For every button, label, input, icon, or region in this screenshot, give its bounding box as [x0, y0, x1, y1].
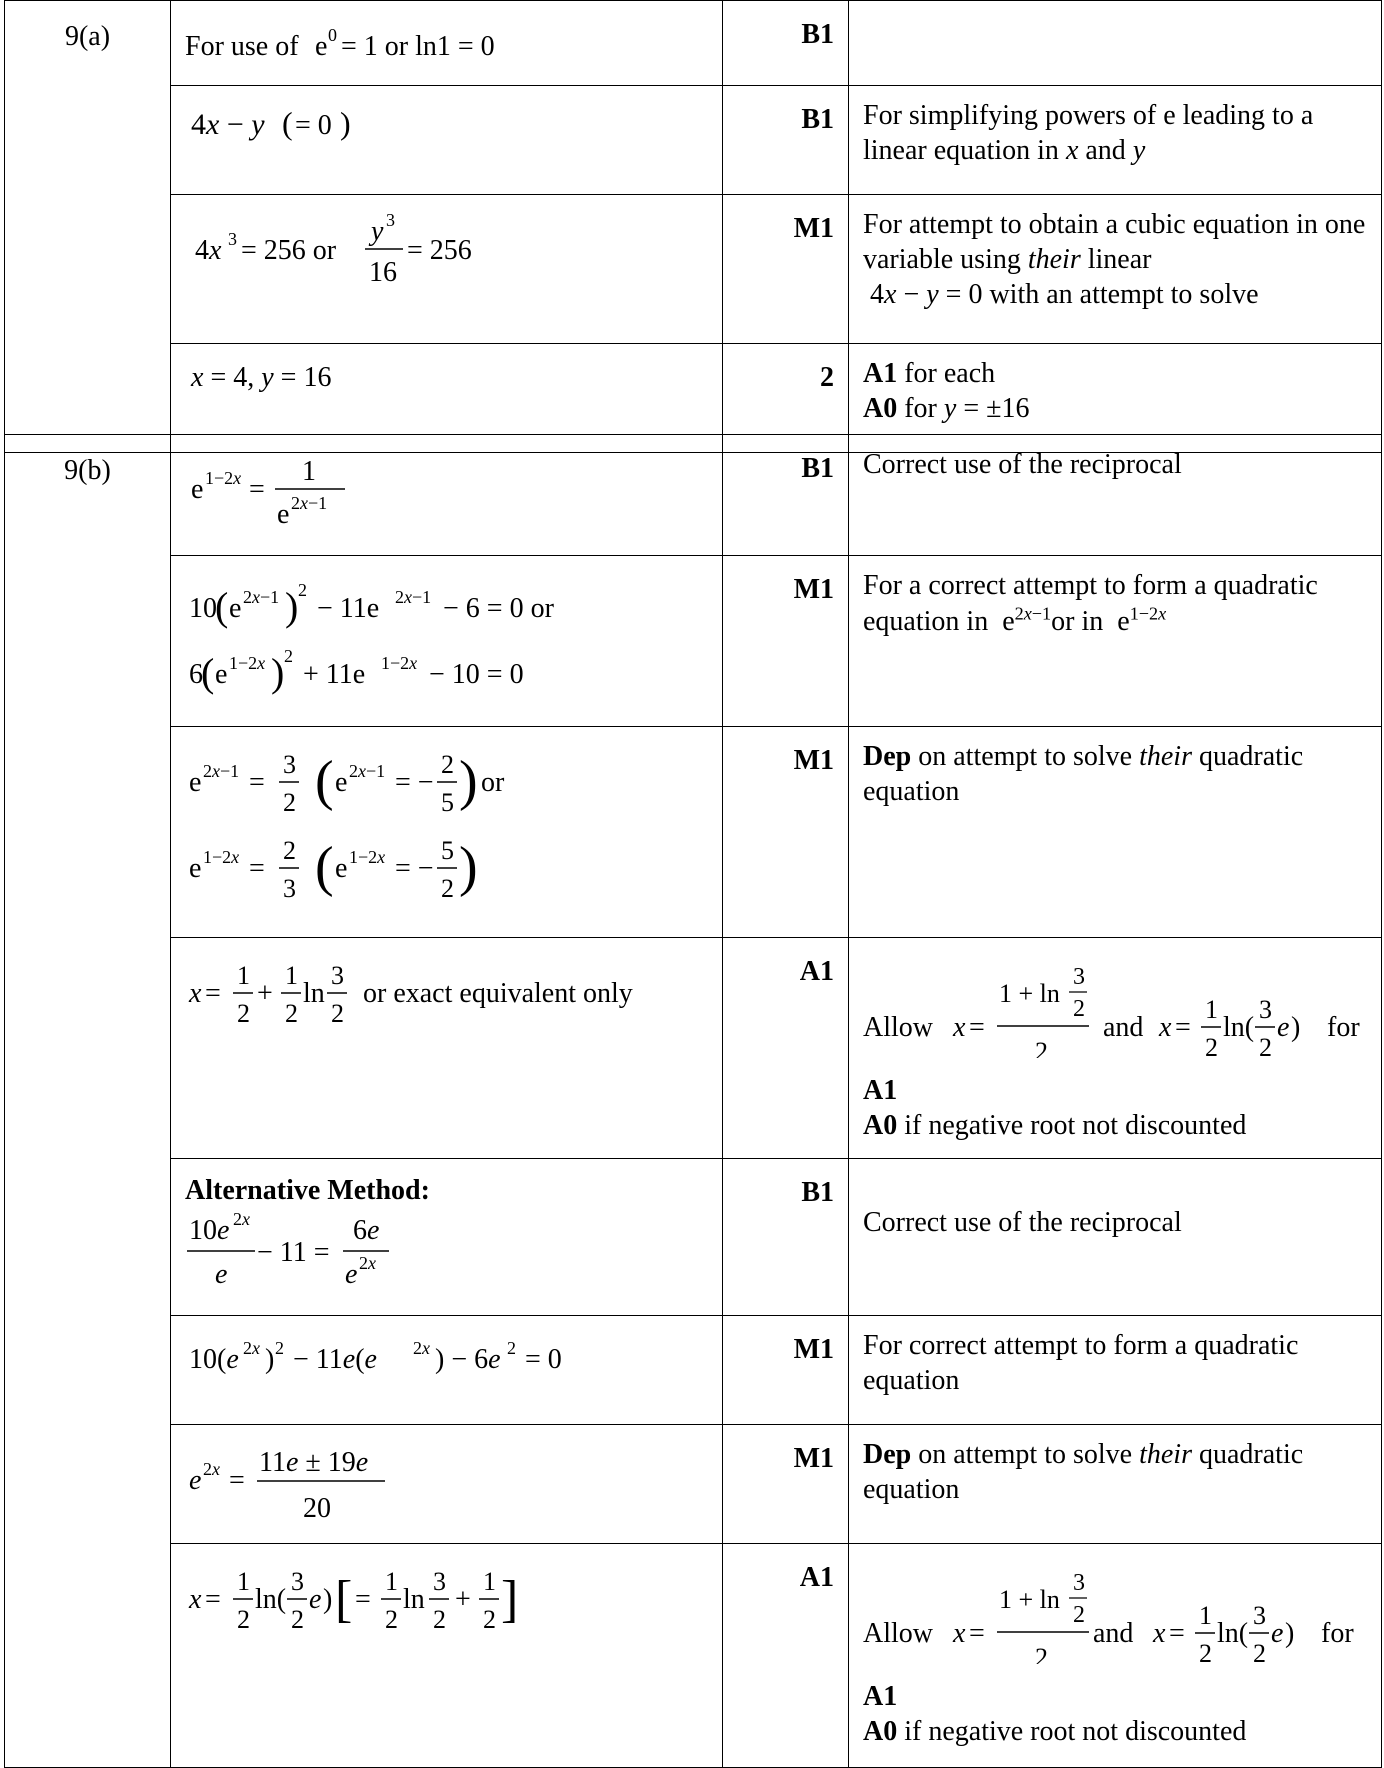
svg-text:or: or — [481, 767, 505, 798]
svg-text:2: 2 — [284, 646, 293, 666]
svg-text:1: 1 — [483, 1567, 496, 1596]
equation — [185, 195, 725, 335]
working-cell — [171, 727, 723, 938]
svg-text:= 256 or: = 256 or — [241, 235, 337, 266]
svg-text:2: 2 — [275, 1338, 284, 1358]
explanation — [849, 1544, 1382, 1768]
svg-text:=: = — [229, 1465, 245, 1496]
svg-text:=: = — [249, 474, 265, 505]
svg-text:x = 4, y = 16: x = 4, y = 16 — [191, 362, 332, 393]
explanation — [849, 86, 1382, 195]
svg-text:e: e — [335, 853, 348, 884]
equation — [185, 556, 725, 718]
svg-text:1−2x: 1−2x — [229, 653, 266, 673]
svg-text:2: 2 — [1253, 1639, 1266, 1664]
equation — [185, 1425, 725, 1535]
svg-text:e: e — [1277, 1012, 1290, 1043]
svg-text:e: e — [215, 659, 228, 690]
svg-text:): ) — [1291, 1012, 1301, 1043]
svg-text:2: 2 — [1073, 1602, 1085, 1628]
svg-text:ln(: ln( — [1217, 1618, 1249, 1649]
mark-code: M1 — [723, 195, 849, 344]
svg-text:3: 3 — [1073, 1570, 1085, 1596]
equation — [185, 1316, 725, 1416]
svg-text:3: 3 — [1073, 964, 1085, 990]
explanation: A1 for each A0 for y = ±16 — [849, 344, 1382, 453]
explanation — [849, 1, 1382, 86]
mark-ref: A0 — [863, 1110, 898, 1141]
svg-text:11e ± 19e: 11e ± 19e — [259, 1447, 369, 1478]
explanation-text: if negative root not discounted — [904, 1110, 1247, 1141]
mark-ref: A1 — [863, 1075, 898, 1106]
svg-text:e: e — [309, 1584, 322, 1615]
working-cell — [171, 556, 723, 727]
mark-ref: A1 — [863, 358, 898, 389]
working-cell — [171, 1316, 723, 1425]
svg-text:10(e: 10(e — [189, 1344, 239, 1375]
svg-text:=: = — [249, 853, 265, 884]
svg-text:2: 2 — [298, 580, 307, 600]
svg-text:2x: 2x — [413, 1338, 430, 1358]
svg-text:for: for — [1321, 1618, 1354, 1649]
svg-text:e: e — [1271, 1618, 1284, 1649]
svg-text:2: 2 — [283, 788, 296, 817]
equation — [185, 938, 725, 1150]
svg-text:2x−1: 2x−1 — [203, 761, 240, 781]
svg-text:e: e — [229, 593, 242, 624]
svg-text:4x − y: 4x − y — [191, 108, 265, 141]
equation — [185, 344, 725, 444]
explanation-text: Correct use of the reciprocal — [863, 1207, 1182, 1238]
svg-text:2: 2 — [291, 1605, 304, 1634]
svg-text:3: 3 — [386, 210, 395, 230]
svg-text:1−2x: 1−2x — [349, 847, 386, 867]
svg-text:1−2x: 1−2x — [203, 847, 240, 867]
mark-code: B1 — [723, 1159, 849, 1316]
svg-text:e: e — [189, 767, 202, 798]
svg-text:Allow: Allow — [863, 1012, 933, 1043]
svg-text:− 11 =: − 11 = — [257, 1237, 330, 1268]
mark-code: B1 — [723, 435, 849, 556]
svg-text:=: = — [1175, 1012, 1191, 1043]
svg-text:=: = — [205, 978, 221, 1009]
svg-text:and: and — [1093, 1618, 1134, 1649]
svg-text:2: 2 — [1205, 1033, 1218, 1058]
svg-text:2: 2 — [1259, 1033, 1272, 1058]
svg-text:2: 2 — [385, 1605, 398, 1634]
svg-text:1: 1 — [302, 456, 316, 487]
svg-text:2x−1: 2x−1 — [349, 761, 386, 781]
svg-text:2: 2 — [283, 836, 296, 865]
mark-ref: A0 — [863, 1716, 898, 1747]
mark-code: M1 — [723, 1425, 849, 1544]
svg-text:(: ( — [215, 584, 229, 629]
alt-method-heading: Alternative Method: — [185, 1175, 430, 1206]
svg-text:): ) — [265, 1344, 275, 1375]
svg-text:x: x — [1159, 1012, 1172, 1043]
equation — [185, 1207, 725, 1307]
working-cell — [171, 195, 723, 344]
svg-text:5: 5 — [441, 836, 454, 865]
svg-text:) − 6e: ) − 6e — [435, 1344, 501, 1375]
svg-text:For use of: For use of — [185, 31, 299, 62]
svg-text:(: ( — [315, 750, 334, 812]
mark-code: A1 — [723, 1544, 849, 1768]
svg-text:3: 3 — [291, 1567, 304, 1596]
working-cell — [171, 938, 723, 1159]
equation — [863, 938, 1383, 1058]
svg-text:): ) — [1285, 1618, 1295, 1649]
svg-text:− 11e(e: − 11e(e — [293, 1344, 377, 1375]
svg-text:1: 1 — [285, 961, 298, 990]
svg-text:): ) — [285, 584, 299, 629]
working-cell — [171, 1425, 723, 1544]
equation — [185, 1, 725, 77]
svg-text:e: e — [189, 853, 202, 884]
svg-text:]: ] — [501, 1571, 519, 1628]
svg-text:): ) — [323, 1584, 333, 1615]
svg-text:6e: 6e — [353, 1215, 380, 1246]
svg-text:6: 6 — [189, 659, 203, 690]
svg-text:10: 10 — [189, 593, 217, 624]
svg-text:e: e — [335, 767, 348, 798]
svg-text:1 + ln: 1 + ln — [999, 1585, 1060, 1614]
mark-code: M1 — [723, 1316, 849, 1425]
explanation-text: For a correct attempt to form a quadratic equation in $e^{2x-1}or$ in $e^{1-2x}$ — [863, 570, 1318, 637]
svg-text:2x−1: 2x−1 — [395, 587, 432, 607]
equation — [863, 1544, 1383, 1664]
svg-text:5: 5 — [441, 788, 454, 817]
equation — [185, 727, 725, 929]
svg-text:4x: 4x — [195, 235, 222, 266]
explanation-text: if negative root not discounted — [904, 1716, 1247, 1747]
explanation-text: for each — [904, 358, 996, 389]
svg-text:2: 2 — [433, 1605, 446, 1634]
question-number: 9(b) — [5, 435, 171, 1768]
explanation-text: Dep on attempt to solve their quadratic equation — [863, 741, 1304, 807]
svg-text:0: 0 — [328, 25, 337, 45]
mark-scheme-part-b — [4, 434, 1382, 1768]
svg-text:− 11e: − 11e — [317, 593, 380, 624]
svg-text:e: e — [277, 499, 290, 530]
mark-code: M1 — [723, 556, 849, 727]
svg-text:3: 3 — [1253, 1601, 1266, 1630]
svg-text:[: [ — [335, 1571, 353, 1628]
svg-text:2x: 2x — [203, 1459, 220, 1479]
svg-text:= 0: = 0 — [295, 110, 332, 141]
svg-text:): ) — [271, 650, 285, 695]
working-cell — [171, 1544, 723, 1768]
svg-text:for: for — [1327, 1012, 1360, 1043]
svg-text:2x: 2x — [233, 1209, 250, 1229]
svg-text:1: 1 — [1205, 995, 1218, 1024]
working-cell — [171, 1, 723, 86]
svg-text:ln: ln — [303, 978, 325, 1009]
svg-text:2x−1: 2x−1 — [243, 587, 280, 607]
svg-text:2x: 2x — [359, 1253, 376, 1273]
svg-text:3: 3 — [228, 229, 237, 249]
svg-text:+: + — [257, 978, 273, 1009]
svg-text:2x−1: 2x−1 — [291, 493, 328, 513]
mark-ref: A1 — [863, 1681, 898, 1712]
svg-text:x: x — [189, 1584, 202, 1615]
svg-text:): ) — [459, 836, 478, 898]
svg-text:2: 2 — [331, 999, 344, 1028]
svg-text:3: 3 — [283, 750, 296, 779]
svg-text:x: x — [953, 1012, 966, 1043]
mark-code: B1 — [723, 86, 849, 195]
svg-text:2: 2 — [1035, 1037, 1048, 1058]
svg-text:=: = — [969, 1618, 985, 1649]
svg-text:=: = — [969, 1012, 985, 1043]
svg-text:x: x — [1153, 1618, 1166, 1649]
svg-text:): ) — [340, 105, 351, 141]
svg-text:2: 2 — [1199, 1639, 1212, 1664]
svg-text:= 0: = 0 — [525, 1344, 562, 1375]
svg-text:x: x — [953, 1618, 966, 1649]
svg-text:− 6 = 0 or: − 6 = 0 or — [443, 593, 554, 624]
svg-text:3: 3 — [331, 961, 344, 990]
svg-text:2: 2 — [237, 1605, 250, 1634]
mark-code: M1 — [723, 727, 849, 938]
explanation — [849, 1425, 1382, 1544]
explanation — [849, 1159, 1382, 1316]
svg-text:=: = — [1169, 1618, 1185, 1649]
svg-text:3: 3 — [433, 1567, 446, 1596]
explanation: Correct use of the reciprocal — [849, 435, 1382, 556]
explanation — [849, 727, 1382, 938]
svg-text:1−2x: 1−2x — [205, 468, 242, 488]
explanation — [849, 556, 1382, 727]
svg-text:=: = — [249, 767, 265, 798]
explanation — [849, 938, 1382, 1159]
svg-text:3: 3 — [1259, 995, 1272, 1024]
svg-text:e: e — [345, 1259, 358, 1290]
svg-text:): ) — [459, 750, 478, 812]
svg-text:1−2x: 1−2x — [381, 653, 418, 673]
svg-text:+ 11e: + 11e — [303, 659, 366, 690]
svg-text:2: 2 — [441, 874, 454, 903]
svg-text:20: 20 — [303, 1493, 331, 1524]
mark-scheme-part-a — [4, 0, 1382, 453]
explanation — [849, 195, 1382, 344]
mark-code: A1 — [723, 938, 849, 1159]
svg-text:x: x — [189, 978, 202, 1009]
svg-text:(: ( — [282, 105, 293, 141]
question-number: 9(a) — [5, 1, 171, 453]
svg-text:3: 3 — [283, 874, 296, 903]
svg-text:1: 1 — [1199, 1601, 1212, 1630]
svg-text:ln(: ln( — [255, 1584, 287, 1615]
mark-ref: A0 — [863, 393, 898, 424]
equation — [185, 86, 725, 186]
explanation-text: For simplifying powers of e leading to a linear equation in x and y — [863, 100, 1314, 166]
svg-text:y: y — [371, 216, 384, 247]
explanation: For correct attempt to form a quadratic equation — [849, 1316, 1382, 1425]
svg-text:+: + — [455, 1584, 471, 1615]
svg-text:= −: = − — [395, 853, 434, 884]
svg-text:10e: 10e — [189, 1215, 230, 1246]
svg-text:(: ( — [315, 836, 334, 898]
svg-text:1: 1 — [237, 961, 250, 990]
svg-text:16: 16 — [369, 257, 397, 288]
svg-text:2: 2 — [285, 999, 298, 1028]
svg-text:or exact equivalent only: or exact equivalent only — [363, 978, 633, 1009]
svg-text:1: 1 — [385, 1567, 398, 1596]
svg-text:= −: = − — [395, 767, 434, 798]
equation — [185, 435, 725, 547]
svg-text:e: e — [315, 31, 328, 62]
svg-text:= 1 or ln1 = 0: = 1 or ln1 = 0 — [341, 31, 495, 62]
svg-text:2: 2 — [1073, 996, 1085, 1022]
svg-text:ln(: ln( — [1223, 1012, 1255, 1043]
working-cell — [171, 1159, 723, 1316]
svg-text:2: 2 — [507, 1338, 516, 1358]
svg-text:=: = — [355, 1584, 371, 1615]
svg-text:2: 2 — [441, 750, 454, 779]
svg-text:− 10 = 0: − 10 = 0 — [429, 659, 524, 690]
svg-text:=: = — [205, 1584, 221, 1615]
explanation-text: Dep on attempt to solve their quadratic equation — [863, 1439, 1304, 1505]
svg-text:e: e — [215, 1259, 228, 1290]
svg-text:2x: 2x — [243, 1338, 260, 1358]
svg-text:(: ( — [201, 650, 215, 695]
equation — [185, 1544, 725, 1759]
svg-text:2: 2 — [237, 999, 250, 1028]
svg-text:2: 2 — [1035, 1643, 1048, 1664]
svg-text:1: 1 — [237, 1567, 250, 1596]
svg-text:e: e — [189, 1465, 202, 1496]
svg-text:ln: ln — [403, 1584, 425, 1615]
explanation-text: For attempt to obtain a cubic equation in one variable using their linear 4x − y = 0 with an attempt to solve — [863, 209, 1366, 310]
mark-code: 2 — [723, 344, 849, 453]
mark-code: B1 — [723, 1, 849, 86]
svg-text:1 + ln: 1 + ln — [999, 979, 1060, 1008]
svg-text:2: 2 — [483, 1605, 496, 1634]
working-cell — [171, 435, 723, 556]
svg-text:= 256: = 256 — [407, 235, 472, 266]
svg-text:e: e — [191, 474, 204, 505]
svg-text:Allow: Allow — [863, 1618, 933, 1649]
working-cell — [171, 86, 723, 195]
svg-text:and: and — [1103, 1012, 1144, 1043]
